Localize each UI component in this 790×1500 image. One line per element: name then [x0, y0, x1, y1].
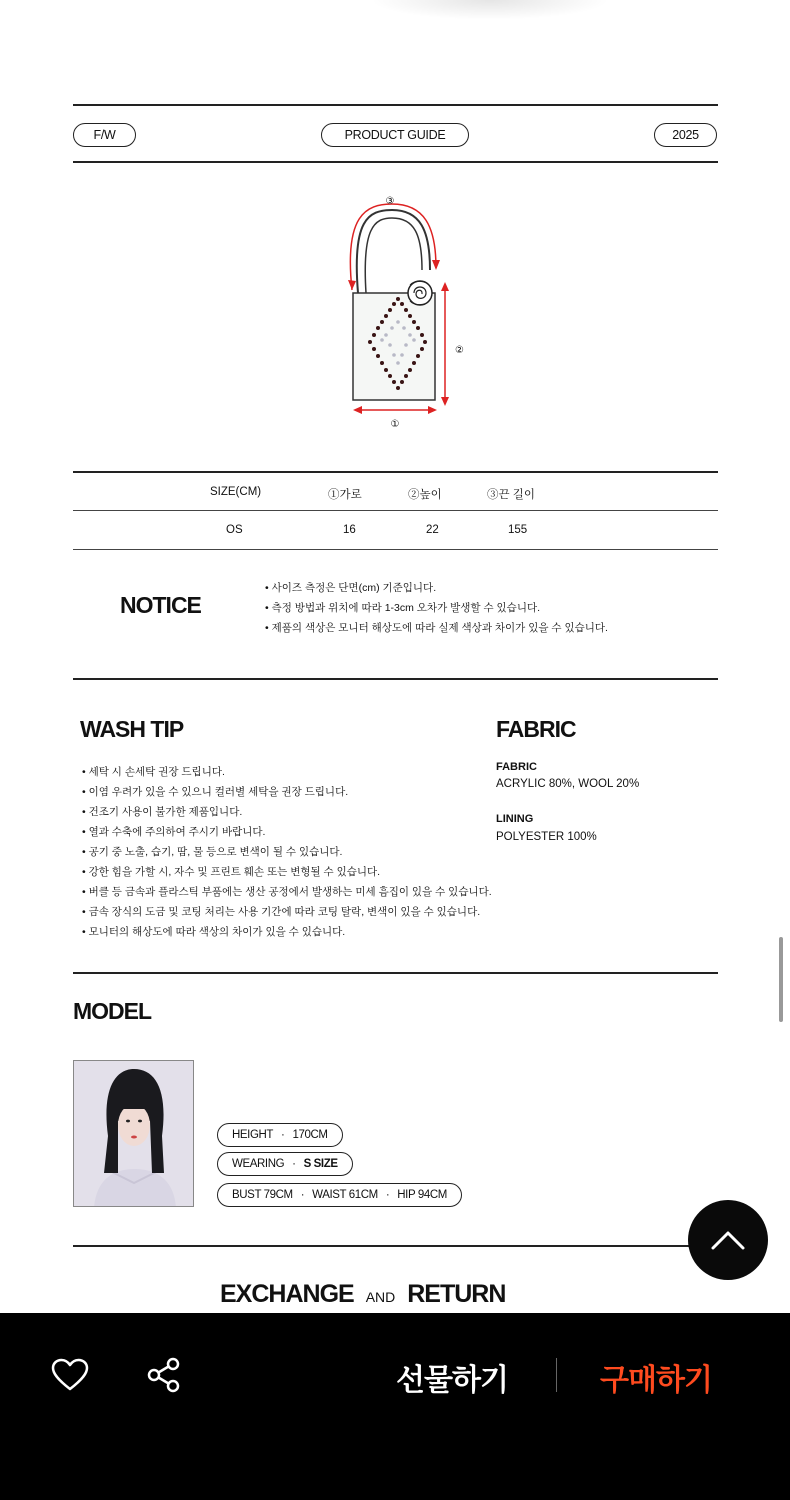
model-waist: WAIST 61CM — [312, 1189, 378, 1201]
model-title: MODEL — [73, 998, 152, 1024]
divider — [73, 549, 718, 550]
model-height-value: 170CM — [292, 1129, 328, 1141]
model-measurements-pill — [217, 1183, 462, 1207]
bottom-action-bar — [0, 1313, 790, 1500]
size-header-cell: SIZE(CM) — [210, 486, 262, 498]
size-header-cell: ①가로 — [328, 489, 362, 501]
model-height-pill — [217, 1123, 343, 1147]
list-item: • 사이즈 측정은 단면(cm) 기준입니다. — [265, 578, 608, 598]
divider — [73, 678, 718, 680]
list-item: • 금속 장식의 도금 및 코팅 처리는 사용 기간에 따라 코팅 탈락, 변색이 있을 수 있습니다. — [82, 902, 492, 922]
return-word: RETURN — [407, 1280, 506, 1308]
model-height-label: HEIGHT — [232, 1129, 274, 1141]
heart-icon — [51, 1358, 89, 1392]
product-guide-badge: PRODUCT GUIDE — [321, 123, 469, 147]
separator: · — [292, 1158, 296, 1170]
flower-ornament — [408, 281, 432, 305]
list-item: • 세탁 시 손세탁 권장 드립니다. — [82, 762, 492, 782]
wash-tip-list — [82, 762, 492, 942]
divider — [73, 510, 718, 511]
separator: · — [300, 1189, 305, 1201]
exchange-word: EXCHANGE — [220, 1280, 354, 1308]
model-hip: HIP 94CM — [397, 1189, 447, 1201]
season-badge: F/W — [73, 123, 136, 147]
model-wearing-label: WEARING — [232, 1158, 285, 1170]
model-bust: BUST 79CM — [232, 1189, 293, 1201]
year-badge: 2025 — [654, 123, 717, 147]
lining-label: LINING — [496, 813, 534, 825]
separator: · — [385, 1189, 390, 1201]
list-item: • 강한 힘을 가할 시, 자수 및 프린트 훼손 또는 변형될 수 있습니다. — [82, 862, 492, 882]
lining-value: POLYESTER 100% — [496, 831, 597, 843]
list-item: • 공기 중 노출, 습기, 땀, 물 등으로 변색이 될 수 있습니다. — [82, 842, 492, 862]
notice-title: NOTICE — [120, 592, 201, 618]
product-image-shadow — [370, 0, 610, 20]
size-header-cell: ③끈 길이 — [487, 489, 536, 501]
bag-size-diagram — [330, 190, 470, 435]
size-header-cell: ②높이 — [408, 489, 442, 501]
divider — [73, 972, 718, 974]
fabric-label: FABRIC — [496, 761, 537, 773]
scroll-top-button[interactable] — [688, 1200, 768, 1280]
chevron-up-icon — [710, 1229, 746, 1251]
list-item: • 이염 우려가 있을 수 있으니 컬러별 세탁을 권장 드립니다. — [82, 782, 492, 802]
list-item: • 측정 방법과 위치에 따라 1-3cm 오차가 발생할 수 있습니다. — [265, 598, 608, 618]
wash-tip-title: WASH TIP — [80, 716, 184, 742]
divider — [73, 161, 718, 163]
like-button[interactable] — [51, 1358, 89, 1397]
divider — [73, 471, 718, 473]
model-wearing-value: S SIZE — [303, 1158, 338, 1170]
fabric-value: ACRYLIC 80%, WOOL 20% — [496, 778, 640, 790]
scrollbar-thumb[interactable] — [779, 937, 783, 1022]
bar-divider — [556, 1358, 557, 1392]
diagram-label-2: ② — [455, 345, 464, 356]
diagram-label-3: ③ — [385, 196, 395, 207]
list-item: • 모니터의 해상도에 따라 색상의 차이가 있을 수 있습니다. — [82, 922, 492, 942]
size-cell: OS — [226, 524, 243, 536]
share-button[interactable] — [146, 1357, 182, 1398]
buy-button[interactable]: 구매하기 — [600, 1364, 712, 1397]
fabric-title: FABRIC — [496, 716, 576, 742]
model-photo — [73, 1060, 194, 1207]
separator: · — [281, 1129, 285, 1141]
list-item: • 제품의 색상은 모니터 해상도에 따라 실제 색상과 차이가 있을 수 있습니다. — [265, 618, 608, 638]
list-item: • 열과 수축에 주의하여 주시기 바랍니다. — [82, 822, 492, 842]
model-wearing-pill — [217, 1152, 353, 1176]
size-cell: 155 — [508, 524, 528, 536]
notice-list — [265, 578, 608, 638]
exchange-return-title — [220, 1280, 505, 1309]
list-item: • 버클 등 금속과 플라스틱 부품에는 생산 공정에서 발생하는 미세 흠집이 있을 수 있습니다. — [82, 882, 492, 902]
divider — [73, 104, 718, 106]
gift-button[interactable]: 선물하기 — [396, 1364, 508, 1397]
and-word: AND — [365, 1289, 396, 1305]
size-cell: 16 — [343, 524, 356, 536]
share-icon — [146, 1357, 182, 1393]
size-cell: 22 — [426, 524, 439, 536]
divider — [73, 1245, 693, 1247]
diagram-label-1: ① — [390, 419, 400, 430]
list-item: • 건조기 사용이 불가한 제품입니다. — [82, 802, 492, 822]
